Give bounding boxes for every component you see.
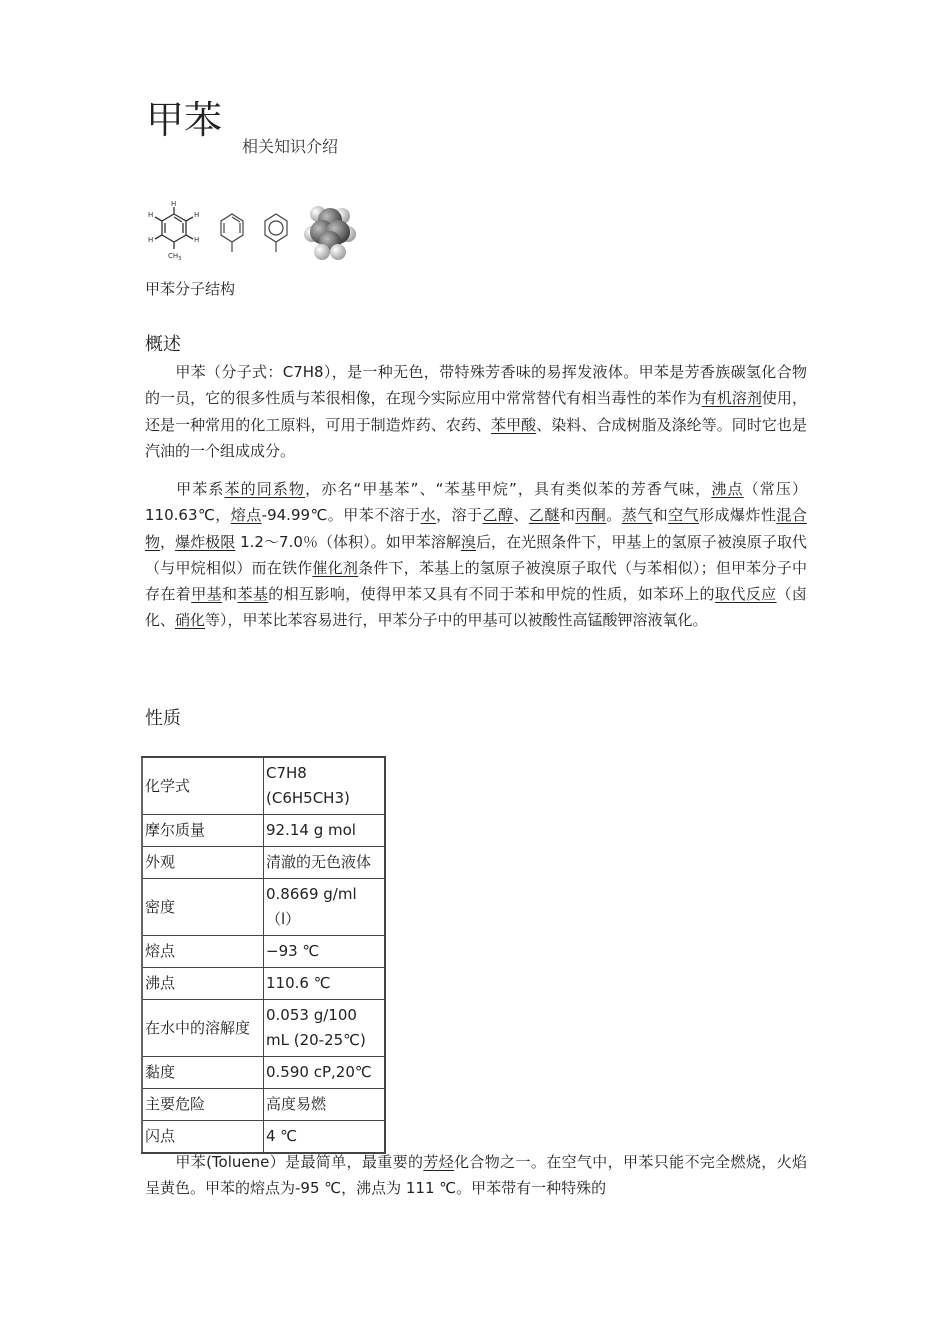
skeletal-formula-image xyxy=(212,200,252,264)
property-name: 外观 xyxy=(142,847,264,879)
property-name: 化学式 xyxy=(142,757,264,815)
text-segment: 1.2～7.0％（体积）。如甲苯溶解 xyxy=(235,532,461,551)
atom-label-h: H xyxy=(148,236,154,244)
property-value: 高度易燃 xyxy=(264,1089,386,1121)
table-row xyxy=(142,879,385,936)
methyl-label: $CH_3$ xyxy=(168,252,182,262)
term-link[interactable]: 沸点 xyxy=(711,480,744,498)
property-name: 主要危险 xyxy=(142,1089,264,1121)
text-segment: 、 xyxy=(513,506,529,525)
table-row xyxy=(142,815,385,847)
term-link[interactable]: 芳烃 xyxy=(423,1153,455,1171)
term-link[interactable]: 水 xyxy=(420,506,437,525)
text-segment: -94.99℃。甲苯不溶于 xyxy=(261,506,421,525)
atom-label-h: H xyxy=(148,211,154,219)
property-value: −93 ℃ xyxy=(264,936,386,968)
property-value: C7H8 (C6H5CH3) xyxy=(264,757,386,815)
term-link[interactable]: 苯基 xyxy=(237,585,269,604)
term-link[interactable]: 有机溶剂 xyxy=(701,389,762,408)
term-link[interactable]: 熔点 xyxy=(230,506,262,525)
atom-label-h: H xyxy=(194,211,200,219)
property-name: 熔点 xyxy=(142,936,264,968)
text-segment: 后，在光照条件下，甲基上的氢原子被溴原子取代（与甲烷相似）而在铁作 xyxy=(145,532,807,577)
term-link[interactable]: 苯的同系物 xyxy=(224,480,306,498)
text-segment: 使用，还是一种常用的化工原料，可用于制造炸药、农药、 xyxy=(145,389,807,434)
closing-paragraph xyxy=(145,1149,807,1202)
text-segment: 形成爆炸性 xyxy=(699,506,777,525)
text-segment: ，亦名“甲基苯”、“苯基甲烷”，具有类似苯的芳香气味， xyxy=(305,480,712,498)
term-link[interactable]: 甲基 xyxy=(191,585,223,604)
atom-label-h: H xyxy=(171,200,177,208)
term-link[interactable]: 催化剂 xyxy=(312,558,359,577)
property-name: 摩尔质量 xyxy=(142,815,264,847)
text-segment: 等），甲苯比苯容易进行，甲苯分子中的甲基可以被酸性高锰酸钾溶液氧化。 xyxy=(205,611,708,630)
text-segment: 化合物之一。在空气中，甲苯只能不完全燃烧，火焰呈黄色。甲苯的熔点为-95 ℃，沸点为 111 ℃。甲苯带有一种特殊的 xyxy=(145,1153,807,1198)
term-link[interactable]: 丙酮 xyxy=(575,506,607,525)
table-row xyxy=(142,847,385,879)
property-value: 4 ℃ xyxy=(264,1121,386,1154)
table-row xyxy=(142,757,385,815)
property-name: 黏度 xyxy=(142,1057,264,1089)
text-segment: 甲苯系 xyxy=(175,480,225,498)
table-row xyxy=(142,968,385,1000)
property-value: 110.6 ℃ xyxy=(264,968,386,1000)
property-value: 0.590 cP,20℃ xyxy=(264,1057,386,1089)
section-heading-overview: 概述 xyxy=(145,334,181,355)
table-row xyxy=(142,1057,385,1089)
page-title: 甲苯 xyxy=(146,98,223,142)
properties-table xyxy=(141,756,386,1154)
text-segment: ，溶于 xyxy=(436,506,483,525)
overview-paragraph-1 xyxy=(145,359,807,464)
term-link[interactable]: 蒸气 xyxy=(621,506,653,525)
text-segment: 和 xyxy=(222,585,238,604)
structural-formula-image xyxy=(144,200,204,264)
term-link[interactable]: 乙醚 xyxy=(528,506,560,525)
figure-caption: 甲苯分子结构 xyxy=(145,280,236,298)
text-segment: 和 xyxy=(559,506,576,525)
term-link[interactable]: 混合物 xyxy=(145,506,807,551)
text-segment: 甲苯(Toluene）是最简单，最重要的 xyxy=(175,1153,424,1171)
term-link[interactable]: 溴 xyxy=(460,532,476,551)
property-value: 0.053 g/100 mL (20-25℃) xyxy=(264,1000,386,1057)
page-subtitle: 相关知识介绍 xyxy=(242,137,339,156)
table-row xyxy=(142,1089,385,1121)
term-link[interactable]: 苯甲酸 xyxy=(491,415,537,434)
aromatic-formula-image xyxy=(256,200,296,264)
text-segment: （常压）110.63℃， xyxy=(145,480,807,525)
term-link[interactable]: 空气 xyxy=(668,506,700,525)
atom-label-h: H xyxy=(194,236,200,244)
text-segment: 条件下，苯基上的氢原子被溴原子取代（与苯相似）；但甲苯分子中存在着 xyxy=(145,558,807,604)
table-row xyxy=(142,1000,385,1057)
property-value: 92.14 g mol xyxy=(264,815,386,847)
property-name: 在水中的溶解度 xyxy=(142,1000,264,1057)
property-name: 闪点 xyxy=(142,1121,264,1154)
text-segment: 的相互影响，使得甲苯又具有不同于苯和甲烷的性质，如苯环上的 xyxy=(268,585,715,604)
section-heading-properties: 性质 xyxy=(145,708,181,729)
table-row xyxy=(142,936,385,968)
property-name: 密度 xyxy=(142,879,264,936)
property-name: 沸点 xyxy=(142,968,264,1000)
overview-paragraph-2 xyxy=(145,476,807,634)
text-segment: 、染料、合成树脂及涤纶等。同时它也是汽油的一个组成成分。 xyxy=(145,415,807,460)
property-value: 清澈的无色液体 xyxy=(264,847,386,879)
term-link[interactable]: 乙醇 xyxy=(482,506,514,525)
text-segment: 甲苯（分子式：C7H8），是一种无色，带特殊芳香味的易挥发液体。甲苯是芳香族碳氢化合物的一员，它的很多性质与苯很相像，在现今实际应用中常常替代有相当毒性的苯作为 xyxy=(145,363,807,408)
space-filling-model-image xyxy=(302,200,358,264)
term-link[interactable]: 爆炸极限 xyxy=(175,532,236,551)
property-value: 0.8669 g/ml（l） xyxy=(264,879,386,936)
term-link[interactable]: 硝化 xyxy=(175,611,206,630)
text-segment: 。 xyxy=(606,506,622,525)
text-segment: ， xyxy=(160,532,176,551)
term-link[interactable]: 取代反应 xyxy=(714,585,777,604)
molecule-figures xyxy=(144,200,374,270)
text-segment: 和 xyxy=(652,506,669,525)
text-segment: （卤化、 xyxy=(145,585,807,630)
